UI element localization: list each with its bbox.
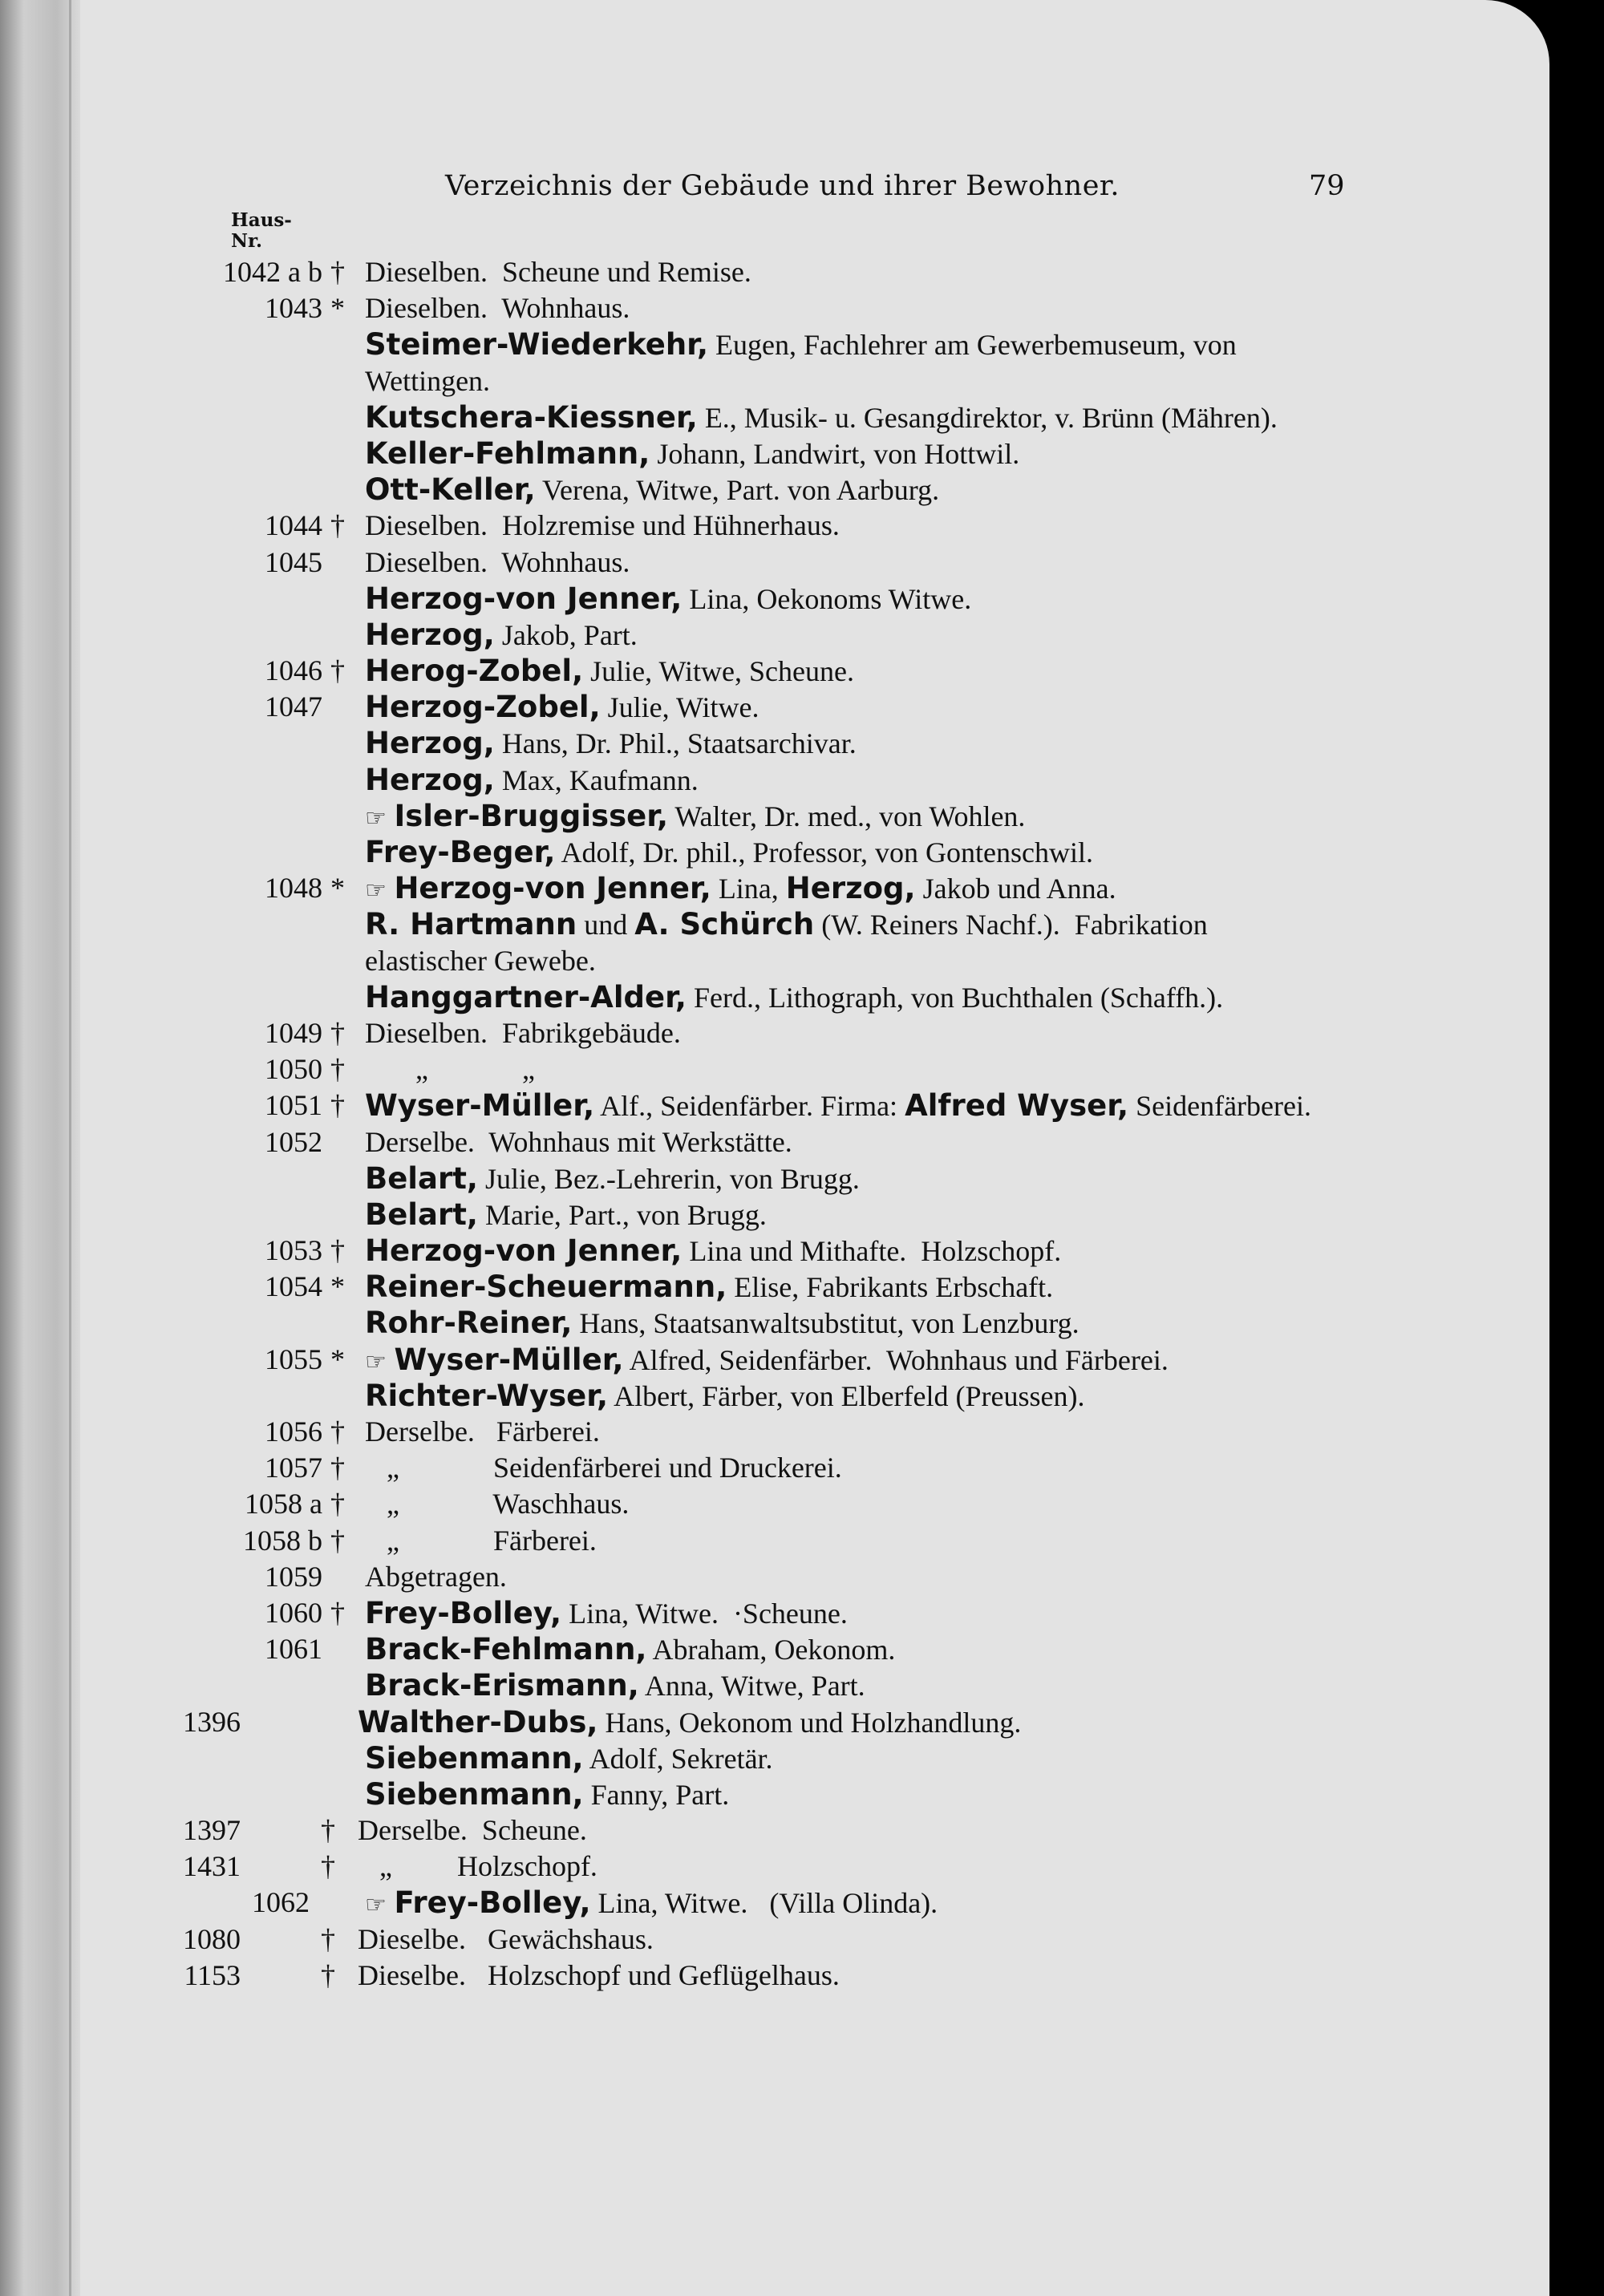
entry-text [365,255,751,289]
entry-line [0,907,1549,943]
house-number: 1043 [265,292,322,325]
pointing-hand-icon: ☞ [365,1891,395,1920]
entry-line [0,763,1549,799]
entry-line [0,545,1549,581]
entry-text [365,508,840,542]
entry-line [0,1885,1549,1921]
house-number: 1046 [265,654,322,687]
entry-text [365,1233,1061,1268]
resident-name: Belart, [365,1197,478,1232]
entry-detail: Albert, Färber, von Elberfeld (Preussen). [608,1379,1085,1412]
house-number: 1060 [265,1596,322,1629]
entry-line [0,799,1549,835]
entry-line [0,364,1549,400]
entry-text [358,1849,597,1883]
entry-text [365,1885,938,1920]
house-number: 1056 [265,1415,322,1448]
resident-name: Ott-Keller, [365,472,536,508]
entry-text [365,472,939,507]
entry-detail: Fanny, Part. [583,1778,730,1811]
entry-text [365,1524,597,1557]
entry-detail: Julie, Witwe, Scheune. [583,655,854,688]
resident-name: Wyser-Müller, [365,1088,595,1124]
entry-detail: elastischer Gewebe. [365,944,596,977]
entry-detail: Dieselbe. Gewächshaus. [358,1922,654,1955]
entry-detail: Dieselben. Holzremise und Hühnerhaus. [365,509,840,542]
entry-line [0,1705,1549,1741]
resident-name: R. Hartmann [365,907,577,942]
entry-text [365,654,854,688]
resident-name: Richter-Wyser, [365,1378,609,1413]
entry-line [0,1342,1549,1379]
entry-text [365,1342,1169,1377]
resident-name: Frey-Bolley, [394,1885,591,1921]
resident-name: Steimer-Wiederkehr, [365,327,709,362]
resident-name: Siebenmann, [365,1740,584,1776]
entry-text [365,436,1019,471]
resident-name: Wyser-Müller, [394,1342,624,1377]
page-number: 79 [1309,170,1345,202]
entry-detail: Jakob, Part. [494,618,638,651]
entry-line [0,1958,1549,1994]
entry-detail: Max, Kaufmann. [494,763,699,796]
entry-line [0,871,1549,907]
building-directory [0,255,1549,1994]
dagger-mark: † [321,1814,335,1847]
entry-line [0,1487,1549,1523]
entry-detail: Wettingen. [365,364,491,397]
resident-name: Belart, [365,1160,478,1196]
entry-line [0,472,1549,508]
resident-name: A. Schürch [634,907,815,942]
pointing-hand-icon: ☞ [365,804,395,832]
dagger-mark: † [330,256,345,288]
entry-text [365,1777,729,1812]
entry-text [365,1741,773,1776]
house-number: 1058 a [245,1488,322,1521]
entry-text [358,1705,1021,1739]
entry-detail: Hans, Oekonom und Holzhandlung. [597,1706,1022,1739]
entry-text [365,835,1093,869]
entry-detail: „ „ [365,1053,535,1086]
dagger-mark: † [321,1958,335,1991]
entry-line [0,508,1549,545]
entry-line [0,581,1549,618]
entry-text [358,1958,840,1992]
house-number: 1055 [265,1342,322,1375]
column-label [231,210,292,252]
entry-line [0,944,1549,980]
entry-line [0,1777,1549,1813]
entry-text [365,1125,792,1159]
dagger-mark: † [330,1016,345,1049]
entry-line [0,1668,1549,1704]
pointing-hand-icon: ☞ [365,1347,395,1376]
resident-name: Keller-Fehlmann, [365,435,650,471]
resident-name: Hanggartner-Alder, [365,979,687,1014]
entry-text [365,944,596,978]
entry-text [365,1415,600,1448]
entry-line [0,618,1549,654]
entry-detail: Lina, Witwe. (Villa Olinda). [590,1887,938,1920]
entry-line [0,1849,1549,1885]
running-header [0,170,1549,210]
entry-detail: Lina, Witwe. ·Scheune. [561,1597,848,1630]
resident-name: Herzog-Zobel, [365,690,601,725]
house-number: 1053 [265,1234,322,1267]
entry-detail: „ Waschhaus. [365,1488,630,1521]
entry-text [365,1052,535,1086]
entry-line [0,436,1549,472]
asterisk-mark: * [330,1270,345,1303]
entry-detail: Julie, Witwe. [600,691,759,724]
entry-detail: Abraham, Oekonom. [646,1634,896,1666]
entry-detail: Derselbe. Wohnhaus mit Werkstätte. [365,1125,792,1158]
house-number: 1051 [265,1089,322,1122]
house-number: 1397 [183,1814,241,1847]
entry-text [365,400,1278,435]
house-number: 1431 [183,1850,241,1883]
entry-detail: Julie, Bez.-Lehrerin, von Brugg. [477,1162,860,1195]
dagger-mark: † [330,1234,345,1267]
entry-line [0,1741,1549,1777]
entry-detail: Abgetragen. [365,1560,507,1593]
entry-line [0,255,1549,291]
house-number: 1080 [183,1922,241,1955]
house-number: 1048 [265,872,322,905]
entry-text [365,1560,507,1593]
entry-text [365,980,1223,1014]
entry-detail: Jakob und Anna. [915,873,1116,905]
entry-line [0,1161,1549,1197]
resident-name: Herzog-von Jenner, [394,871,711,906]
resident-name: Herog-Zobel, [365,654,584,689]
resident-name: Reiner-Scheuermann, [365,1269,727,1305]
entry-line [0,690,1549,726]
asterisk-mark: * [330,1342,345,1375]
entry-line [0,1233,1549,1269]
resident-name: Herzog, [365,762,495,797]
entry-detail: Eugen, Fachlehrer am Gewerbemuseum, von [708,329,1237,362]
entry-text [365,799,1025,833]
entry-line [0,1269,1549,1306]
entry-detail: „ Färberei. [365,1524,597,1557]
entry-detail: Adolf, Sekretär. [583,1742,773,1775]
entry-detail: Dieselben. Fabrikgebäude. [365,1016,681,1049]
resident-name: Isler-Bruggisser, [394,798,669,833]
entry-line [0,835,1549,871]
house-number: 1054 [265,1270,322,1303]
entry-text [358,1813,587,1847]
house-number: 1396 [183,1705,241,1738]
entry-line [0,1052,1549,1088]
entry-text [365,1269,1053,1304]
entry-detail: Adolf, Dr. phil., Professor, von Gontenschwil. [555,836,1093,869]
dagger-mark: † [330,1089,345,1122]
entry-detail: Johann, Landwirt, von Hottwil. [650,437,1020,470]
entry-text [365,1197,767,1232]
resident-name: Herzog-von Jenner, [365,581,683,616]
house-number: 1059 [265,1560,322,1593]
entry-text [365,327,1237,362]
dagger-mark: † [330,1415,345,1448]
entry-text [365,1088,1311,1123]
entry-line [0,327,1549,363]
house-number: 1062 [252,1886,310,1919]
entry-text [365,1487,629,1521]
entry-detail: Derselbe. Scheune. [358,1814,587,1847]
column-label-line2: Nr. [231,230,263,252]
entry-detail: Verena, Witwe, Part. von Aarburg. [535,474,940,507]
entry-detail: Lina und Mithafte. Holzschopf. [682,1235,1062,1268]
entry-text [365,690,759,724]
entry-line [0,1560,1549,1596]
resident-name: Walther-Dubs, [358,1704,598,1739]
entry-detail: und [577,909,635,941]
resident-name: Herzog-von Jenner, [365,1233,683,1269]
entry-detail: Dieselben. Wohnhaus. [365,545,630,578]
entry-detail: (W. Reiners Nachf.). Fabrikation [814,909,1208,941]
entry-line [0,1632,1549,1668]
entry-line [0,1922,1549,1958]
entry-detail: Lina, [711,873,786,905]
entry-text [365,581,971,616]
entry-text [365,763,699,797]
dagger-mark: † [330,1452,345,1484]
house-number: 1049 [265,1016,322,1049]
entry-detail: „ Seidenfärberei und Druckerei. [365,1452,842,1484]
entry-detail: Alf., Seidenfärber. Firma: [594,1090,905,1123]
asterisk-mark: * [330,292,345,325]
entry-detail: Derselbe. Färberei. [365,1415,600,1448]
asterisk-mark: * [330,872,345,905]
house-number: 1058 b [243,1524,322,1557]
dagger-mark: † [330,654,345,687]
entry-detail: Hans, Staatsanwaltsubstitut, von Lenzburg. [572,1307,1079,1340]
entry-text [365,618,638,652]
entry-line [0,1125,1549,1161]
dagger-mark: † [330,1053,345,1086]
house-number: 1045 [265,545,322,578]
entry-line [0,291,1549,327]
resident-name: Frey-Bolley, [365,1595,562,1630]
resident-name: Frey-Beger, [365,835,556,869]
entry-line [0,1088,1549,1124]
entry-detail: Anna, Witwe, Part. [638,1670,865,1703]
entry-detail: Dieselben. Scheune und Remise. [365,256,751,288]
entry-line [0,1415,1549,1451]
dagger-mark: † [330,509,345,542]
house-number: 1153 [184,1958,241,1991]
entry-detail: Hans, Dr. Phil., Staatsarchivar. [494,727,857,760]
entry-detail: Dieselbe. Holzschopf und Geflügelhaus. [358,1958,840,1991]
entry-line [0,1813,1549,1849]
header-title: Verzeichnis der Gebäude und ihrer Bewohner. [445,170,1120,202]
resident-name: Herzog, [785,871,916,906]
entry-detail: Seidenfärberei. [1128,1090,1311,1123]
entry-detail: „ Holzschopf. [358,1850,597,1883]
dagger-mark: † [321,1850,335,1883]
entry-line [0,726,1549,762]
entry-detail: Elise, Fabrikants Erbschaft. [727,1271,1054,1304]
resident-name: Herzog, [365,726,495,761]
dagger-mark: † [330,1524,345,1557]
entry-line [0,1524,1549,1560]
resident-name: Brack-Fehlmann, [365,1632,647,1667]
dagger-mark: † [330,1596,345,1629]
entry-text [365,1161,860,1196]
entry-detail: E., Musik- u. Gesangdirektor, v. Brünn (Mähren). [697,401,1278,434]
entry-detail: Marie, Part., von Brugg. [477,1198,767,1231]
entry-text [365,545,630,579]
house-number: 1050 [265,1053,322,1086]
entry-text [365,1632,895,1666]
entry-text [365,291,630,325]
entry-text [365,726,857,760]
resident-name: Brack-Erismann, [365,1668,639,1703]
column-label-line1: Haus- [231,209,292,231]
entry-text [365,1596,848,1630]
entry-line [0,1596,1549,1632]
resident-name: Herzog, [365,617,495,652]
house-number: 1061 [265,1633,322,1666]
entry-line [0,1016,1549,1052]
pointing-hand-icon: ☞ [365,877,395,905]
house-number: 1042 a b [223,256,322,288]
entry-text [365,907,1208,941]
entry-text [358,1922,654,1956]
house-number: 1047 [265,690,322,723]
entry-line [0,654,1549,690]
entry-text [365,1379,1084,1413]
entry-line [0,1306,1549,1342]
entry-detail: Lina, Oekonoms Witwe. [682,582,972,615]
resident-name: Kutschera-Kiessner, [365,399,698,435]
resident-name: Alfred Wyser, [905,1088,1129,1124]
house-number: 1057 [265,1452,322,1484]
entry-line [0,1379,1549,1415]
resident-name: Rohr-Reiner, [365,1306,573,1341]
entry-detail: Ferd., Lithograph, von Buchthalen (Schaffh.). [686,981,1224,1014]
entry-detail: Dieselben. Wohnhaus. [365,292,630,325]
entry-text [365,1451,842,1484]
house-number: 1052 [265,1125,322,1158]
entry-text [365,1016,681,1050]
entry-line [0,1451,1549,1487]
entry-text [365,871,1116,905]
entry-line [0,400,1549,436]
dagger-mark: † [321,1922,335,1955]
entry-text [365,1306,1079,1340]
entry-text [365,364,490,398]
entry-line [0,1197,1549,1233]
house-number: 1044 [265,509,322,542]
entry-text [365,1668,865,1703]
entry-detail: Walter, Dr. med., von Wohlen. [668,800,1026,832]
entry-line [0,980,1549,1016]
dagger-mark: † [330,1488,345,1521]
resident-name: Siebenmann, [365,1776,584,1812]
entry-detail: Alfred, Seidenfärber. Wohnhaus und Färberei. [623,1343,1169,1376]
